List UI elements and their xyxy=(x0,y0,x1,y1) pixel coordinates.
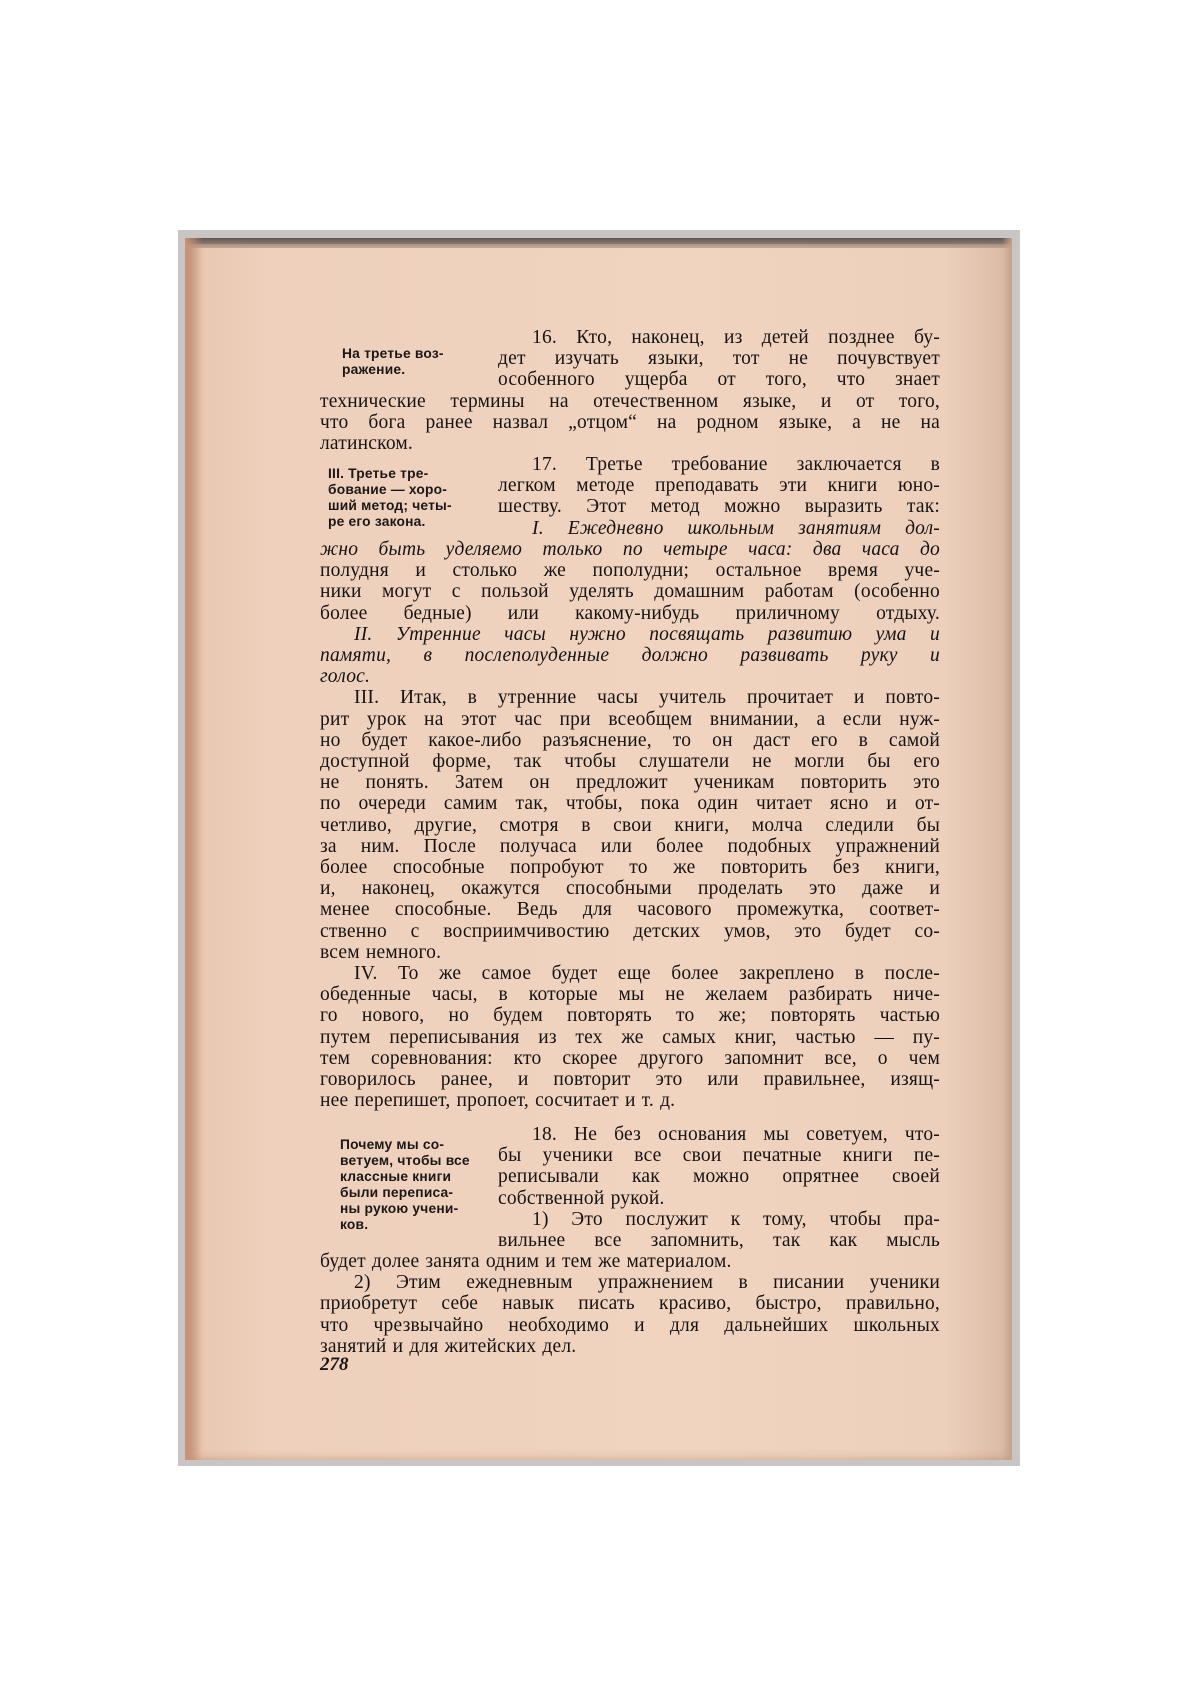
text-line: особенного ущерба от того, что знает xyxy=(498,369,940,391)
text-line: бы ученики все свои печатные книги пе- xyxy=(498,1145,940,1167)
paragraph-16-narrow xyxy=(498,327,940,391)
text-line: вильнее все запомнить, так как мысль xyxy=(498,1230,940,1252)
text-line: III. Итак, в утренние часы учитель прочитает и повто- xyxy=(354,687,940,709)
text-line: I. Ежедневно школьным занятиям дол- xyxy=(532,517,940,539)
text-line: за ним. После получаса или более подобных упражнений xyxy=(320,835,940,857)
text-line: по очереди самим так, чтобы, пока один читает ясно и от- xyxy=(320,793,940,815)
text-line: доступной форме, так чтобы слушатели не могли бы его xyxy=(320,751,940,773)
text-line: занятий и для житейских дел. xyxy=(320,1335,577,1357)
text-line: IV. То же самое будет еще более закреплено в после- xyxy=(354,963,940,985)
text-line: жно быть уделяемо только по четыре часа: два часа до xyxy=(320,539,940,560)
page-right-edge xyxy=(1002,238,1012,1460)
text-line: технические термины на отечественном языке, и от того, xyxy=(320,391,940,412)
text-line: путем переписывания из тех же самых книг, частью — пу- xyxy=(320,1026,940,1048)
paragraph-16-wide xyxy=(320,391,940,455)
text-line: менее способные. Ведь для часового промежутка, соответ- xyxy=(320,899,940,921)
text-line: 17. Третье требование заключается в xyxy=(532,454,940,475)
text-line: II. Утренние часы нужно посвящать развитию ума и xyxy=(354,623,940,645)
text-line: будет долее занята одним и тем же материалом. xyxy=(320,1251,732,1272)
text-line: латинском. xyxy=(320,433,414,455)
text-line: не понять. Затем он предложит ученикам повторить это xyxy=(320,772,940,794)
margin-note-copy-books: Почему мы со- ветуем, чтобы все классные книги были переписа- ны рукою учени- ков. xyxy=(340,1137,470,1232)
text-line: голос. xyxy=(320,666,371,688)
text-line: шеству. Этот метод можно выразить так: xyxy=(498,496,940,518)
text-line: легком методе преподавать эти книги юно- xyxy=(498,475,940,497)
text-line: ники могут с пользой уделять домашним работам (особенно xyxy=(320,581,940,603)
text-line: полудня и столько же пополудни; остальное время уче- xyxy=(320,560,940,582)
text-line: что чрезвычайно необходимо и для дальнейших школьных xyxy=(320,1314,940,1336)
text-line: всем немного. xyxy=(320,941,442,963)
text-line: рит урок на этот час при всеобщем внимании, а если нуж- xyxy=(320,708,940,730)
text-line: 18. Не без основания мы советуем, что- xyxy=(532,1124,940,1145)
text-line: что бога ранее назвал „отцом“ на родном языке, а не на xyxy=(320,412,940,434)
margin-note-third-objection: На третье воз- ражение. xyxy=(342,346,444,377)
page-top-shadow xyxy=(185,238,1012,248)
text-line: более способные попробуют то же повторить без книги, xyxy=(320,857,940,879)
text-line: четливо, другие, смотря в свои книги, молча следили бы xyxy=(320,814,940,836)
page-number: 278 xyxy=(320,1354,349,1375)
text-line: нее перепишет, пропоет, сосчитает и т. д. xyxy=(320,1090,676,1112)
text-line: приобретут себе навык писать красиво, быстро, правильно, xyxy=(320,1293,940,1315)
text-line: собственной рукой. xyxy=(498,1187,665,1209)
text-line: реписывали как можно опрятнее своей xyxy=(498,1166,940,1188)
text-line: 16. Кто, наконец, из детей позднее бу- xyxy=(532,327,940,348)
paragraph-18-narrow xyxy=(498,1124,940,1251)
text-line: го нового, но будем повторять то же; повторять частью xyxy=(320,1005,940,1027)
page-left-edge xyxy=(185,238,203,1460)
paragraph-17-wide xyxy=(320,539,940,1111)
text-line: 2) Этим ежедневным упражнением в писании ученики xyxy=(354,1272,940,1294)
text-line: говорилось ранее, и повторит это или правильнее, изящ- xyxy=(320,1069,940,1091)
paragraph-17-narrow xyxy=(498,454,940,539)
text-line: тем соревнования: кто скорее другого запомнит все, о чем xyxy=(320,1047,940,1069)
text-line: памяти, в послеполуденные должно развивать руку и xyxy=(320,645,940,667)
text-line: и, наконец, окажутся способными проделать это даже и xyxy=(320,878,940,900)
text-line: обеденные часы, в которые мы не желаем разбирать ниче- xyxy=(320,984,940,1006)
text-line: ственно с восприимчивостию детских умов, это будет со- xyxy=(320,920,940,942)
text-line: 1) Это послужит к тому, чтобы пра- xyxy=(532,1208,940,1230)
paragraph-18-wide xyxy=(320,1251,940,1357)
text-line: но будет какое-либо разъяснение, то он даст его в самой xyxy=(320,729,940,751)
text-line: дет изучать языки, тот не почувствует xyxy=(498,348,940,370)
margin-note-third-requirement: III. Третье тре- бование — хоро- ший метод; четы- ре его закона. xyxy=(328,466,452,529)
text-line: более бедные) или какому-нибудь приличному отдыху. xyxy=(320,602,940,624)
